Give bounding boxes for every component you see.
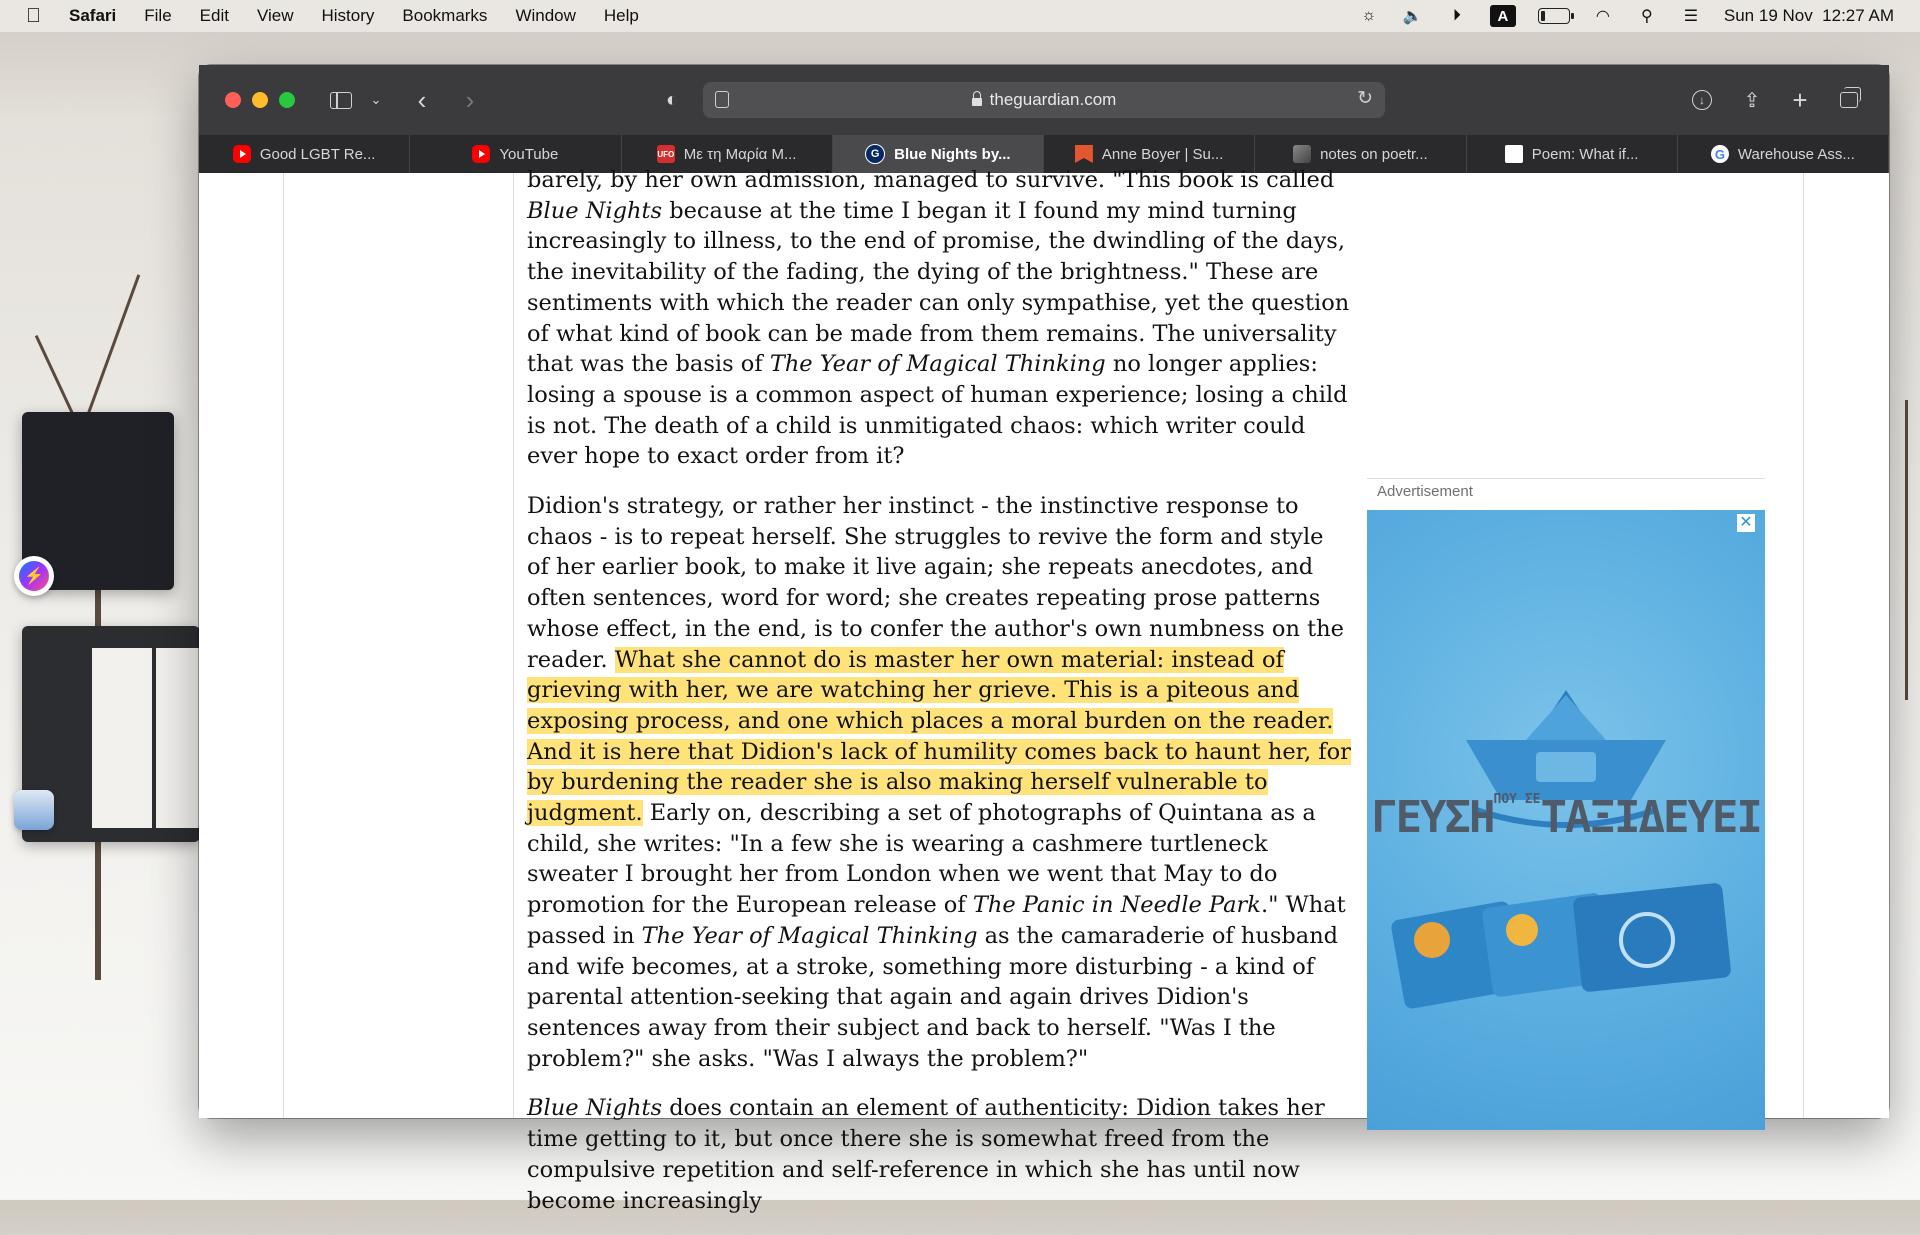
apple-menu-icon[interactable] [26, 5, 41, 28]
menu-bar [0, 0, 1920, 32]
battery-icon[interactable] [1538, 8, 1570, 24]
app-menu[interactable]: Safari [54, 6, 102, 25]
article-paragraph: barely, by her own admission, managed to survive. "This book is called Blue Nights because at the time I began it I found my mind turning increasingly to illness, to the end of promise, the dwindling of the days, the inevitability of the fading, the dying of the brightness." These are sentiments with which the reader can only sympathise, yet the question of what kind of book can be made from them remains. The universality that was the basis of The Year of Magical Thinking no longer applies: losing a spouse is a common aspect of human experience; losing a child is not. The death of a child is unmitigated chaos: which writer could ever hope to exact order from it? [527, 167, 1350, 470]
url-text: theguardian.com [989, 90, 1117, 109]
minimize-window-button[interactable] [252, 92, 268, 108]
bookmark-icon [1075, 145, 1093, 163]
wifi-icon[interactable]: ◠ [1595, 8, 1610, 25]
sidebar-toggle-icon[interactable] [327, 85, 355, 115]
wallpaper-tree [83, 274, 141, 425]
control-center-icon[interactable]: ☰ [1683, 8, 1699, 25]
tab-label: notes on poetr... [1320, 145, 1428, 163]
now-playing-icon[interactable]: ⏵ [1452, 7, 1461, 24]
privacy-shield-icon[interactable]: ◐ [665, 88, 679, 111]
tab-label: YouTube [499, 145, 559, 163]
spotlight-search-icon[interactable]: ⚲ [1641, 8, 1653, 25]
google-icon: G [1711, 145, 1729, 163]
tab-warehouse[interactable] [1678, 135, 1889, 173]
menu-history[interactable]: History [306, 6, 360, 25]
tab-label: Warehouse Ass... [1737, 145, 1855, 163]
volume-icon[interactable]: 🔈 [1402, 8, 1423, 25]
safari-window [199, 65, 1889, 1214]
menu-window[interactable]: Window [500, 6, 561, 25]
tab-label: Anne Boyer | Su... [1101, 145, 1224, 163]
chevron-down-icon[interactable]: ⌄ [370, 92, 382, 107]
lock-icon [972, 98, 982, 106]
zoom-window-button[interactable] [279, 92, 295, 108]
input-source-icon[interactable]: A [1490, 5, 1516, 27]
messenger-app-icon[interactable]: ⚡ [14, 556, 54, 596]
tab-good-lgbt[interactable] [199, 135, 410, 173]
youtube-icon [233, 145, 251, 163]
close-ad-icon[interactable]: ✕ [1737, 514, 1755, 532]
ad-brand-text: $\Gamma E\Upsilon\Sigma H^{\Pi O\Upsilon \Sigma E}TA\Xi I\Delta E\Upsilon EI$ [1371, 792, 1761, 843]
youtube-icon [472, 145, 490, 163]
highlighted-text[interactable]: What she cannot do is master her own material: instead of grieving with her, we are watching her grieve. This is a piteous and exposing process, and one which places a moral burden on the reader. And it is here that Didion's lack of humility comes back to haunt her, for by burdening the reader she is also making herself vulnerable to judgment. [527, 646, 1351, 827]
close-window-button[interactable] [225, 92, 241, 108]
tab-label: Poem: What if... [1531, 145, 1639, 163]
guardian-icon: G [865, 144, 885, 164]
page-column-divider [283, 173, 284, 1118]
page-column-divider [1803, 173, 1804, 1118]
advertisement-label: Advertisement [1367, 478, 1765, 504]
menu-file[interactable]: File [129, 6, 157, 25]
share-icon[interactable]: ⇪ [1743, 89, 1761, 112]
web-page[interactable] [199, 167, 1889, 1214]
menubar-clock[interactable]: Sun 19 Nov 12:27 AM [1723, 6, 1894, 25]
product-packages-image [1387, 870, 1747, 1020]
back-button[interactable]: ‹ [417, 84, 427, 115]
menu-bookmarks[interactable]: Bookmarks [387, 6, 473, 25]
tab-label: Με τη Μαρία Μ... [683, 145, 797, 163]
blank-page-icon [1505, 145, 1523, 163]
menu-view[interactable]: View [241, 6, 279, 25]
preview-app-icon[interactable] [14, 790, 54, 830]
forward-button[interactable]: › [465, 84, 475, 115]
reload-icon[interactable]: ↻ [1357, 88, 1373, 109]
wallpaper-tree [1905, 400, 1908, 700]
article-body [527, 165, 1351, 1235]
address-bar[interactable] [703, 82, 1385, 118]
page-column-divider [513, 173, 514, 1118]
tab-poem-what-if[interactable] [1467, 135, 1678, 173]
tab-label: Good LGBT Re... [259, 145, 376, 163]
tab-label: Blue Nights by... [894, 145, 1011, 163]
menu-help[interactable]: Help [588, 6, 624, 25]
advertisement-banner[interactable] [1367, 510, 1765, 1130]
lifo-icon: UFO [657, 145, 675, 163]
brightness-icon[interactable]: ☼ [1361, 7, 1377, 24]
menu-edit[interactable]: Edit [184, 6, 214, 25]
tab-overview-icon[interactable] [1835, 85, 1863, 115]
downloads-icon[interactable]: ↓ [1689, 85, 1715, 115]
browser-toolbar [199, 65, 1889, 135]
article-paragraph: Didion's strategy, or rather her instinct - the instinctive response to chaos - is to repeat herself. She struggles to revive the form and style of her earlier book, to make it live again; she repeats anecdotes, and often sentences, word for word; she creates repeating prose patterns whose effect, in the end, is to confer the author's own numbness on the reader. What she cannot do is master her own material: instead of grieving with her, we are watching her grieve. This is a piteous and exposing process, and one which places a moral burden on the reader. And it is here that Didion's lack of humility comes back to haunt her, for by burdening the reader she is also making herself vulnerable to judgment. Early on, describing a set of photographs of Quintana as a child, she writes: "In a few she is wearing a cashmere turtleneck sweater I brought her from London when we went that May to do promotion for the European release of The Panic in Needle Park." What passed in The Year of Magical Thinking as the camaraderie of husband and wife becomes, at a stroke, something more disturbing - a kind of parental attention-seeking that again and again drives Didion's sentences away from their subject and back to herself. "Was I the problem?" she asks. "Was I always the problem?" [527, 493, 1351, 1072]
article-paragraph: Blue Nights does contain an element of authenticity: Didion takes her time getting to it, but once there she is somewhat freed from the compulsive repetition and self-reference in which she has until now become increasingly [527, 1095, 1325, 1214]
photo-icon [1293, 145, 1311, 163]
new-tab-icon[interactable]: + [1792, 84, 1808, 115]
